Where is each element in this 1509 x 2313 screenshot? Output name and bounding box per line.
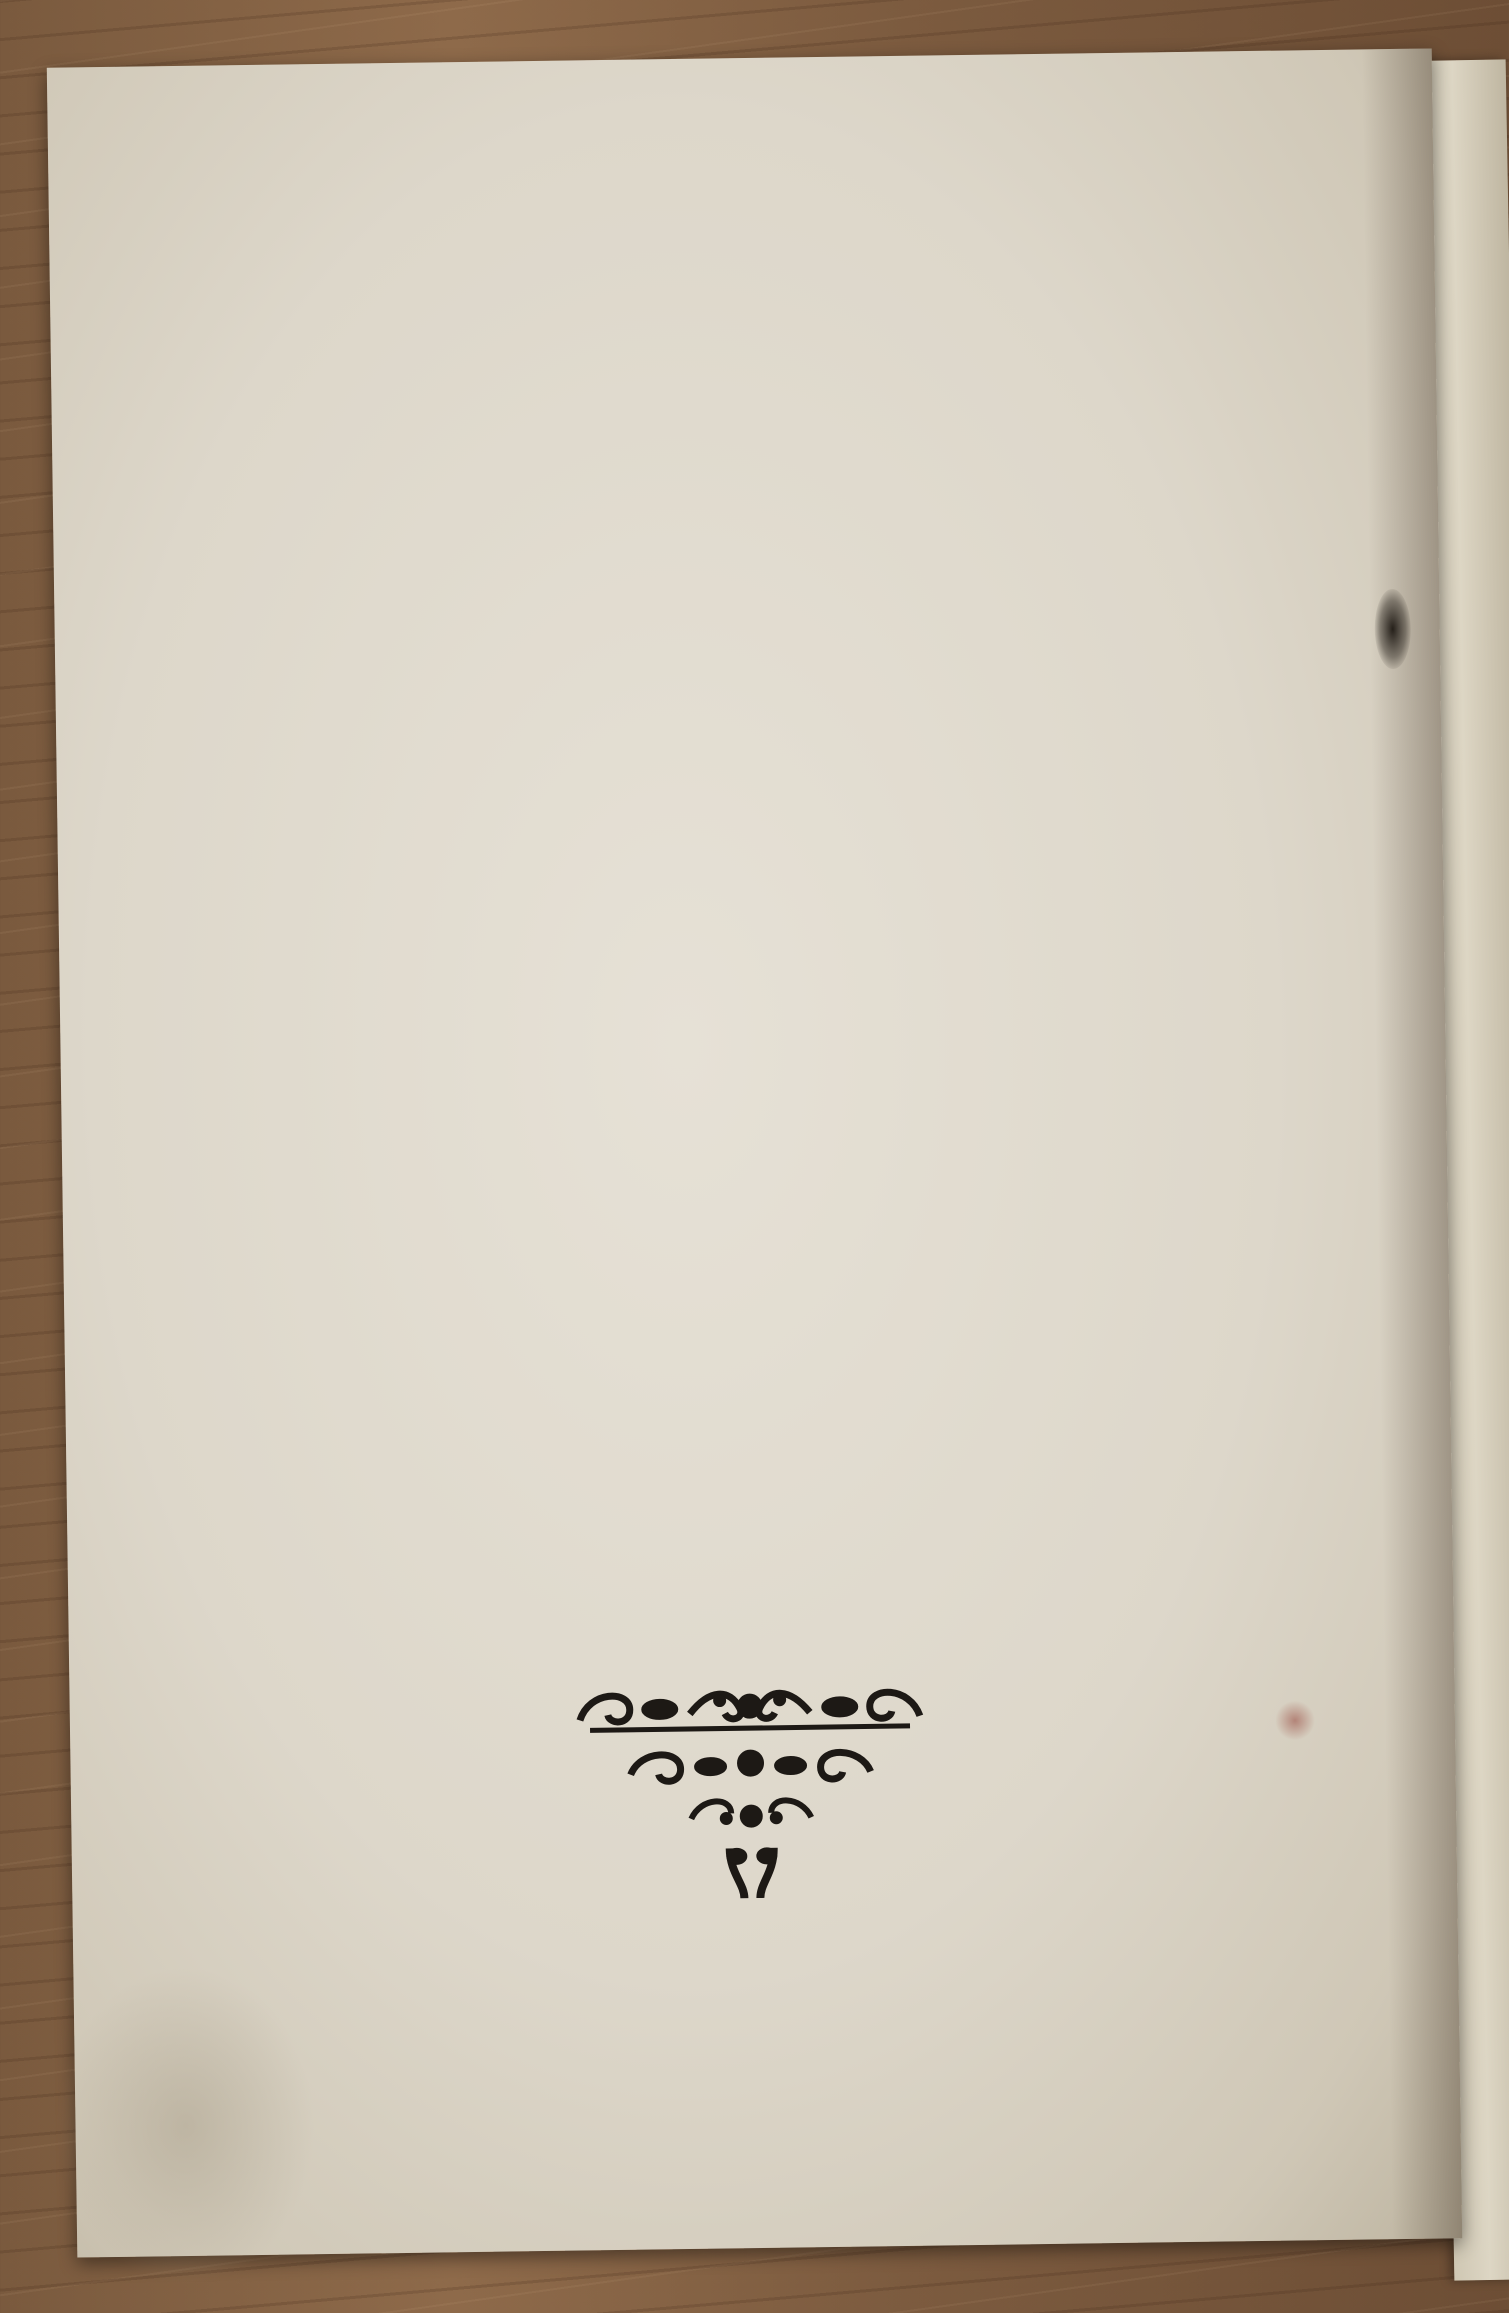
foxing-stain — [53, 1964, 317, 2288]
reddish-stain — [1275, 1700, 1316, 1741]
printers-ornament — [569, 1676, 932, 1921]
book-page — [47, 48, 1462, 2257]
play-text — [197, 77, 1407, 94]
